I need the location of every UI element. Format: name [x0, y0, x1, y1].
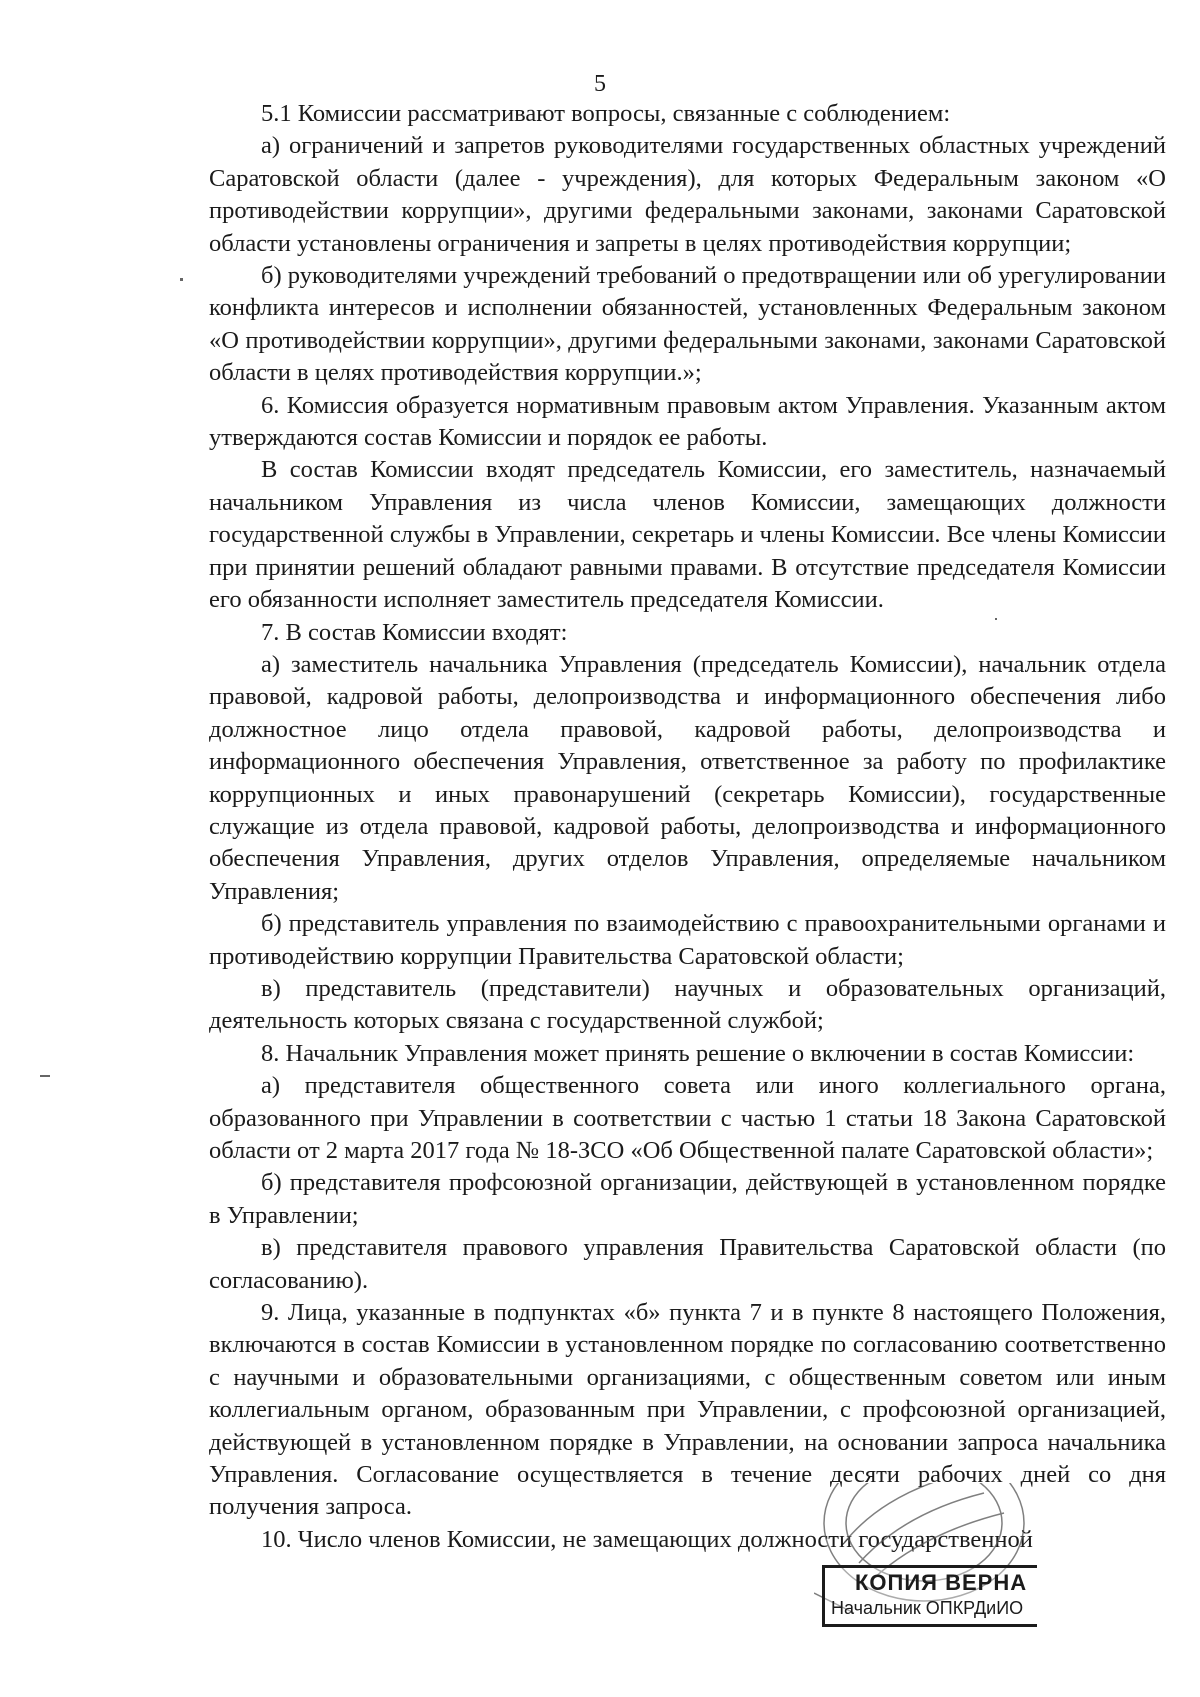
scan-speck: [180, 278, 183, 281]
page-number: 5: [594, 71, 606, 97]
paragraph-7-a: а) заместитель начальника Управления (председатель Комиссии), начальник отдела правовой, кадровой работы, делопроизводства и информационного обеспечения либо должностное лицо отдела правовой, кадровой работы, делопроизводства и информационного обеспечения Управления, ответственное за работу по профилактике коррупционных и иных правонарушений (секретарь Комиссии), государственные служащие из отдела правовой, кадровой работы, делопроизводства и информационного обеспечения Управления, других отделов Управления, определяемые начальником Управления;: [209, 650, 1166, 905]
paragraph-8-b: б) представителя профсоюзной организации, действующей в установленном порядке в Управлении;: [209, 1169, 1166, 1229]
document-body: [209, 98, 1166, 1556]
scan-speck: [40, 1075, 50, 1077]
paragraph-5-1-a: а) ограничений и запретов руководителями государственных областных учреждений Саратовской области (далее - учреждения), для которых Федеральным законом «О противодействии коррупции», другими федеральными законами, законами Саратовской области установлены ограничения и запреты в целях противодействия коррупции;: [209, 132, 1166, 257]
paragraph-7-b: б) представитель управления по взаимодействию с правоохранительными органами и противодействию коррупции Правительства Саратовской области;: [209, 910, 1166, 970]
paragraph-5-1: 5.1 Комиссии рассматривают вопросы, связанные с соблюдением:: [261, 100, 951, 127]
stamp-subtitle: Начальник ОПКРДиИО: [831, 1598, 1024, 1618]
paragraph-6: 6. Комиссия образуется нормативным правовым актом Управления. Указанным актом утверждаются состав Комиссии и порядок ее работы.: [209, 391, 1166, 452]
paragraph-8-a: а) представителя общественного совета или иного коллегиального органа, образованного при Управлении в соответствии с частью 1 статьи 18 Закона Саратовской области от 2 марта 2017 года № 18-ЗСО «Об Общественной палате Саратовской области»;: [209, 1072, 1166, 1164]
stamp-frame: [822, 1565, 1037, 1627]
paragraph-7-v: в) представитель (представители) научных и образовательных организаций, деятельность которых связана с государственной службой;: [209, 974, 1166, 1035]
stamp-title: КОПИЯ ВЕРНА: [855, 1570, 1028, 1595]
scan-speck: [995, 618, 997, 620]
paragraph-10: 10. Число членов Комиссии, не замещающих должности государственной: [261, 1525, 1033, 1553]
paragraph-8: 8. Начальник Управления может принять решение о включении в состав Комиссии:: [261, 1039, 1135, 1067]
paragraph-5-1-b: б) руководителями учреждений требований о предотвращении или об урегулировании конфликта интересов и исполнении обязанностей, установленных Федеральным законом «О противодействии коррупции», другими федеральными законами, законами Саратовской области в целях противодействия коррупции.»;: [209, 262, 1166, 387]
certified-copy-stamp: [814, 1483, 1046, 1633]
paragraph-8-v: в) представителя правового управления Правительства Саратовской области (по согласованию).: [209, 1234, 1166, 1294]
paragraph-6-composition: В состав Комиссии входят председатель Комиссии, его заместитель, назначаемый начальником Управления из числа членов Комиссии, замещающих должности государственной службы в Управлении, секретарь и члены Комиссии. Все члены Комиссии при принятии решений обладают равными правами. В отсутствие председателя Комиссии его обязанности исполняет заместитель председателя Комиссии.: [209, 456, 1166, 614]
paragraph-9: 9. Лица, указанные в подпунктах «б» пункта 7 и в пункте 8 настоящего Положения, включаются в состав Комиссии в установленном порядке по согласованию соответственно с научными и образовательными организациями, с общественным советом или иным коллегиальным органом, образованным при Управлении, с профсоюзной организацией, действующей в установленном порядке в Управлении, на основании запроса начальника Управления. Согласование осуществляется в течение десяти рабочих дней со дня получения запроса.: [209, 1299, 1166, 1521]
paragraph-7: 7. В состав Комиссии входят:: [261, 618, 568, 646]
